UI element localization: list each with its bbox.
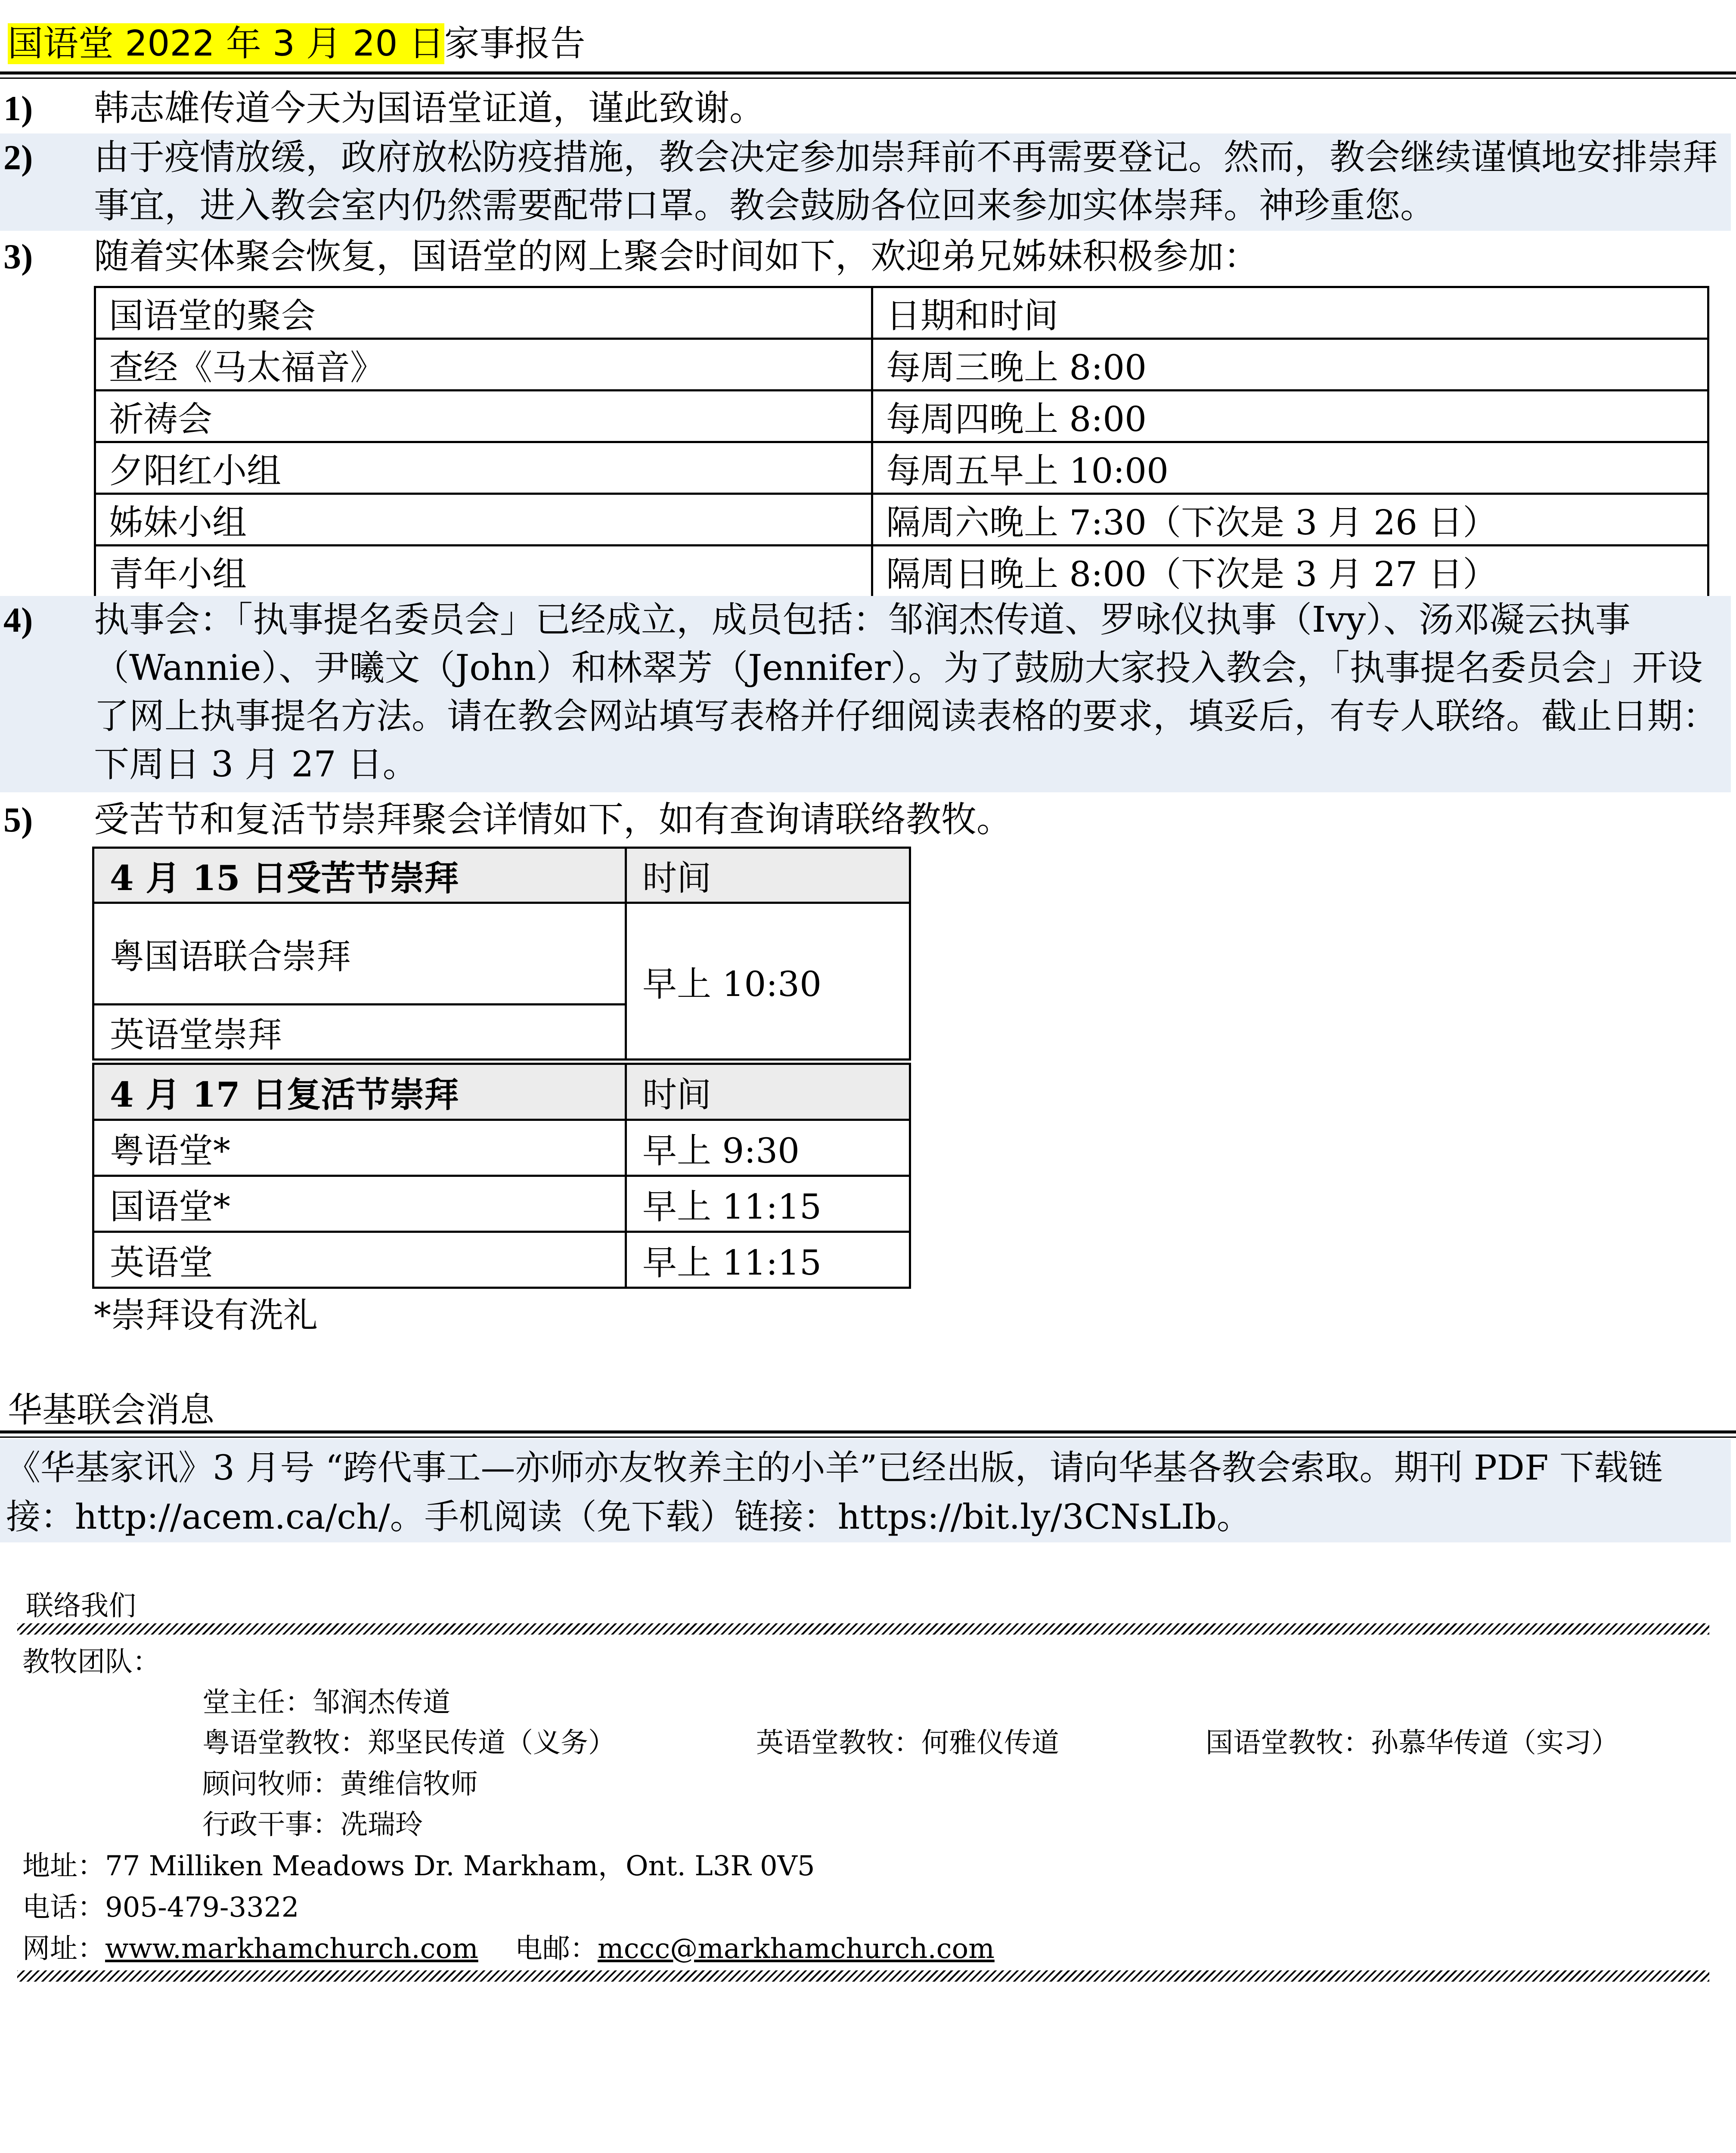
admin-staff: 行政干事：冼瑞玲 bbox=[202, 1809, 423, 1841]
schedule-meeting: 青年小组 bbox=[95, 546, 872, 597]
email-label: 电邮： bbox=[515, 1933, 598, 1965]
easter-time-header: 时间 bbox=[626, 1064, 910, 1120]
title-rule bbox=[0, 71, 1736, 74]
item-text: 由于疫情放缓，政府放松防疫措施，教会决定参加崇拜前不再需要登记。然而，教会继续谨慎地安排崇拜事宜，进入教会室内仍然需要配带口罩。教会鼓励各位回来参加实体崇拜。神珍重您。 bbox=[94, 137, 1718, 226]
table-row bbox=[93, 1232, 910, 1288]
table-row bbox=[95, 339, 1708, 391]
table-row bbox=[93, 1176, 910, 1232]
english-pastor: 英语堂教牧：何雅仪传道 bbox=[756, 1727, 1059, 1759]
schedule-time: 隔周六晚上 7:30（下次是 3 月 26 日） bbox=[872, 494, 1708, 546]
advisor-pastor: 顾问牧师：黄维信牧师 bbox=[202, 1768, 478, 1800]
title-date: 国语堂 2022 年 3 月 20 日 bbox=[8, 23, 444, 64]
easter-header: 4 月 17 日复活节崇拜 bbox=[93, 1064, 626, 1120]
item-number: 2) bbox=[3, 138, 33, 177]
schedule-meeting: 夕阳红小组 bbox=[95, 442, 872, 494]
schedule-time: 每周四晚上 8:00 bbox=[872, 391, 1708, 442]
address: 地址：77 Milliken Meadows Dr. Markham，Ont. L3R 0V5 bbox=[22, 1850, 815, 1882]
easter-table bbox=[92, 1063, 911, 1289]
table-row bbox=[95, 391, 1708, 442]
schedule-meeting: 祈祷会 bbox=[95, 391, 872, 442]
head-pastor: 堂主任：邹润杰传道 bbox=[202, 1687, 450, 1719]
item-number: 4) bbox=[3, 600, 33, 639]
contact-divider-bottom bbox=[17, 1970, 1709, 1982]
good-friday-service: 英语堂崇拜 bbox=[93, 1005, 626, 1060]
table-row bbox=[95, 546, 1708, 597]
schedule-time: 每周五早上 10:00 bbox=[872, 442, 1708, 494]
website-link[interactable]: www.markhamchurch.com bbox=[105, 1933, 478, 1965]
schedule-time: 隔周日晚上 8:00（下次是 3 月 27 日） bbox=[872, 546, 1708, 597]
schedule-time: 每周三晚上 8:00 bbox=[872, 339, 1708, 391]
contact-title: 联络我们 bbox=[26, 1590, 136, 1622]
easter-service: 国语堂* bbox=[93, 1176, 626, 1232]
schedule-header-time: 日期和时间 bbox=[872, 287, 1708, 339]
easter-time: 早上 9:30 bbox=[626, 1120, 910, 1176]
schedule-header-meeting: 国语堂的聚会 bbox=[95, 287, 872, 339]
acem-message: 《华基家讯》3 月号 “跨代事工—亦师亦友牧养主的小羊”已经出版，请向华基各教会索取。期刊 PDF 下载链接：http://acem.ca/ch/。手机阅读（免下载）链接：https://bit.ly/3CNsLIb。 bbox=[0, 1439, 1731, 1542]
good-friday-service: 粤国语联合崇拜 bbox=[93, 903, 626, 1005]
easter-service: 英语堂 bbox=[93, 1232, 626, 1288]
announcement-item bbox=[0, 596, 1731, 792]
easter-time: 早上 11:15 bbox=[626, 1176, 910, 1232]
email-line bbox=[515, 1927, 995, 1966]
email-link[interactable]: mccc@markhamchurch.com bbox=[598, 1933, 995, 1965]
good-friday-time: 早上 10:30 bbox=[626, 903, 910, 1060]
schedule-meeting: 查经《马太福音》 bbox=[95, 339, 872, 391]
acem-rule-thin bbox=[0, 1436, 1736, 1438]
table-row bbox=[95, 494, 1708, 546]
item-text: 执事会：「执事提名委员会」已经成立，成员包括：邹润杰传道、罗咏仪执事（Ivy）、汤邓凝云执事（Wannie）、尹曦文（John）和林翠芳（Jennifer）。为了鼓励大家投入教会，「执事提名委员会」开设了网上执事提名方法。请在教会网站填写表格并仔细阅读表格的要求，填妥后，有专人联络。截止日期：下周日 3 月 27 日。 bbox=[94, 599, 1718, 785]
website-line bbox=[22, 1927, 478, 1966]
table-row bbox=[95, 442, 1708, 494]
good-friday-time-header: 时间 bbox=[626, 848, 910, 903]
announcement-item bbox=[0, 233, 1731, 281]
item-number: 3) bbox=[3, 237, 33, 276]
good-friday-table bbox=[92, 847, 911, 1061]
team-label: 教牧团队： bbox=[22, 1646, 160, 1678]
contact-divider-top bbox=[17, 1623, 1709, 1635]
baptism-note: *崇拜设有洗礼 bbox=[94, 1295, 318, 1335]
page-title bbox=[8, 18, 586, 70]
item-text: 韩志雄传道今天为国语堂证道，谨此致谢。 bbox=[94, 88, 765, 129]
phone: 电话：905-479-3322 bbox=[22, 1892, 299, 1923]
item-text: 受苦节和复活节崇拜聚会详情如下，如有查询请联络教牧。 bbox=[94, 799, 1012, 840]
easter-service: 粤语堂* bbox=[93, 1120, 626, 1176]
item-number: 5) bbox=[3, 800, 33, 839]
table-row bbox=[93, 1120, 910, 1176]
mandarin-pastor: 国语堂教牧：孙慕华传道（实习） bbox=[1206, 1727, 1619, 1759]
item-text: 随着实体聚会恢复，国语堂的网上聚会时间如下，欢迎弟兄姊妹积极参加： bbox=[94, 236, 1259, 277]
acem-rule bbox=[0, 1430, 1736, 1433]
announcement-item bbox=[0, 796, 1731, 844]
announcement-item bbox=[0, 84, 1731, 133]
item-number: 1) bbox=[3, 89, 33, 128]
title-suffix: 家事报告 bbox=[444, 23, 586, 64]
good-friday-header: 4 月 15 日受苦节崇拜 bbox=[93, 848, 626, 903]
announcement-item bbox=[0, 133, 1731, 231]
table-row bbox=[93, 903, 910, 1005]
easter-time: 早上 11:15 bbox=[626, 1232, 910, 1288]
schedule-meeting: 姊妹小组 bbox=[95, 494, 872, 546]
acem-section-title: 华基联会消息 bbox=[8, 1390, 214, 1430]
schedule-table bbox=[94, 286, 1709, 598]
website-label: 网址： bbox=[22, 1933, 105, 1965]
title-rule-thin bbox=[0, 78, 1736, 79]
cantonese-pastor: 粤语堂教牧：郑坚民传道（义务） bbox=[202, 1727, 616, 1759]
